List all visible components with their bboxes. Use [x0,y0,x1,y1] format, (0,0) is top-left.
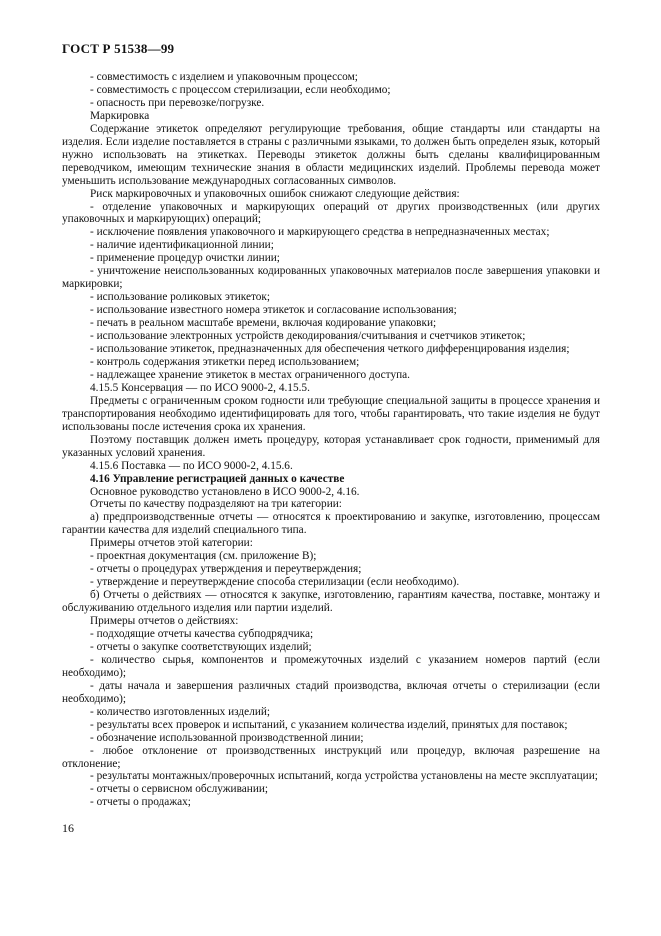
list-item: - отчеты о сервисном обслуживании; [90,783,269,796]
section-heading: Маркировка [90,109,150,122]
list-item: - количество сырья, компонентов и промежуточных изделий с указанием номеров партий (если необходимо); [62,653,600,679]
list-item: - использование этикеток, предназначенных для обеспечения четкого дифференцирования изделия; [90,343,570,356]
page-number: 16 [62,821,74,835]
list-item: - проектная документация (см. приложение В); [90,550,317,563]
list-item: - любое отклонение от производственных инструкций или процедур, включая разрешение на отклонение; [62,744,600,770]
list-item: - уничтожение неиспользованных кодированных упаковочных материалов после завершения упаковки и маркировки; [62,265,600,291]
section-heading: 4.16 Управление регистрацией данных о качестве [90,472,345,485]
list-item: - совместимость с изделием и упаковочным процессом; [90,71,358,83]
list-item: - печать в реальном масштабе времени, включая кодирование упаковки; [90,317,437,330]
list-item: - подходящие отчеты качества субподрядчика; [90,627,314,640]
document-body [62,71,600,809]
list-item: - утверждение и переутверждение способа стерилизации (если необходимо). [90,576,460,589]
paragraph: Примеры отчетов о действиях: [90,615,239,628]
list-item: - результаты всех проверок и испытаний, с указанием количества изделий, принятых для поставок; [90,718,568,731]
paragraph: Основное руководство установлено в ИСО 9000-2, 4.16. [90,485,360,498]
clause-heading: 4.15.6 Поставка — по ИСО 9000-2, 4.15.6. [90,459,293,472]
list-item: - использование известного номера этикеток и согласование использования; [90,304,457,317]
list-item: - отчеты о закупке соответствующих изделий; [90,640,312,653]
paragraph: а) предпроизводственные отчеты — относятся к проектированию и закупке, изготовлению, процессам гарантии качества для изделий специального типа. [62,511,600,537]
document-header: ГОСТ Р 51538—99 [62,41,175,56]
list-item: - отделение упаковочных и маркирующих операций от других производственных (или других упаковочных и маркирующих) операций; [62,200,600,226]
list-item: - совместимость с процессом стерилизации, если необходимо; [90,83,391,96]
paragraph: Содержание этикеток определяют регулирующие требования, общие стандарты или стандарты на изделия. Если изделие поставляется в страны с различными языками, то должен быть определен язык, который нужно использовать на этикетках. Переводы этикеток должны быть сделаны квалифицированным переводчиком, имеющим технические знания в области медицинских изделий. Проблемы перевода может уменьшить использование международных согласованных символов. [62,122,600,187]
list-item: - количество изготовленных изделий; [90,705,271,718]
list-item: - использование роликовых этикеток; [90,291,271,304]
list-item: - надлежащее хранение этикеток в местах ограниченного доступа. [90,368,411,381]
paragraph: б) Отчеты о действиях — относятся к закупке, изготовлению, гарантиям качества, поставке, монтажу и обслуживанию отдельного изделия или партии изделий. [62,589,600,615]
list-item: - опасность при перевозке/погрузке. [90,96,265,109]
list-item: - использование электронных устройств декодирования/считывания и счетчиков этикеток; [90,330,526,343]
paragraph: Предметы с ограниченным сроком годности или требующие специальной защиты в процессе хранения и транспортирования необходимо идентифицировать для того, чтобы гарантировать, что такие изделия не будут использованы после истечения срока их хранения. [62,394,600,433]
list-item: - применение процедур очистки линии; [90,252,280,265]
list-item: - контроль содержания этикетки перед использованием; [90,355,360,368]
list-item: - отчеты о процедурах утверждения и переутверждения; [90,563,362,576]
list-item: - наличие идентификационной линии; [90,239,274,252]
list-item: - результаты монтажных/проверочных испытаний, когда устройства установлены на месте эксплуатации; [90,770,598,783]
list-item: - обозначение использованной производственной линии; [90,731,364,744]
paragraph: Примеры отчетов этой категории: [90,537,253,550]
list-item: - отчеты о продажах; [90,796,191,809]
list-item: - исключение появления упаковочного и маркирующего средства в непредназначенных местах; [90,226,550,239]
paragraph: Поэтому поставщик должен иметь процедуру, которая устанавливает срок годности, применимый для указанных условий хранения. [62,433,600,459]
paragraph: Отчеты по качеству подразделяют на три категории: [90,498,342,511]
list-item: - даты начала и завершения различных стадий производства, включая отчеты о стерилизации (если необходимо); [62,679,600,705]
clause-heading: 4.15.5 Консервация — по ИСО 9000-2, 4.15.5. [90,381,310,394]
paragraph: Риск маркировочных и упаковочных ошибок снижают следующие действия: [90,187,460,200]
